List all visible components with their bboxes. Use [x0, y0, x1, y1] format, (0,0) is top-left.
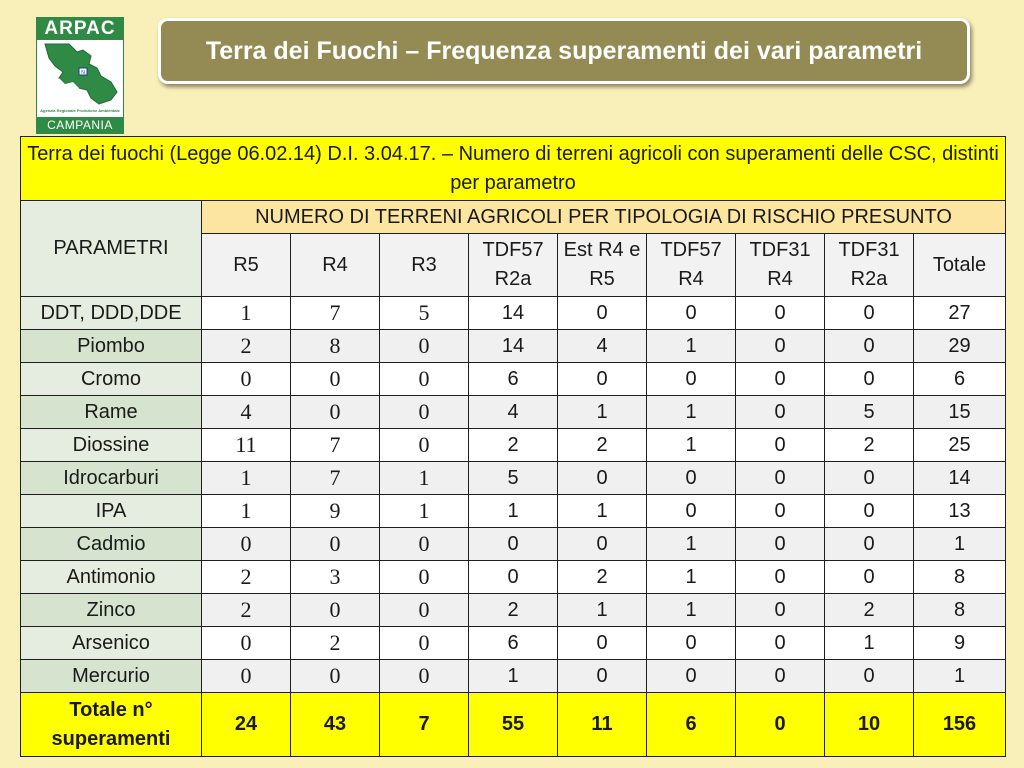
table-cell: 0: [469, 528, 558, 561]
table-cell: 0: [558, 528, 647, 561]
table-cell: 1: [914, 660, 1006, 693]
parameter-name: Diossine: [21, 429, 202, 462]
table-cell: 2: [469, 429, 558, 462]
table-cell: 1: [380, 462, 469, 495]
table-cell: 9: [914, 627, 1006, 660]
table-cell: 0: [736, 594, 825, 627]
table-cell: 1: [202, 297, 291, 330]
table-cell: 2: [825, 594, 914, 627]
campania-map-icon: [39, 42, 123, 108]
table-cell: 27: [914, 297, 1006, 330]
table-cell: 5: [469, 462, 558, 495]
table-cell: 0: [291, 594, 380, 627]
table-cell: 1: [914, 528, 1006, 561]
table-cell: 1: [647, 330, 736, 363]
table-cell: 0: [825, 297, 914, 330]
parameter-name: Idrocarburi: [21, 462, 202, 495]
parameter-name: Arsenico: [21, 627, 202, 660]
parameter-name: DDT, DDD,DDE: [21, 297, 202, 330]
table-cell: 0: [380, 363, 469, 396]
column-header: TDF57 R2a: [469, 234, 558, 297]
table-cell: 1: [202, 495, 291, 528]
table-cell: 0: [469, 561, 558, 594]
table-cell: 0: [380, 627, 469, 660]
column-header: R3: [380, 234, 469, 297]
table-cell: 1: [647, 396, 736, 429]
parameter-name: Piombo: [21, 330, 202, 363]
table-cell: 0: [558, 297, 647, 330]
table-cell: 0: [291, 363, 380, 396]
table-cell: 2: [558, 561, 647, 594]
table-cell: 29: [914, 330, 1006, 363]
table-cell: 0: [825, 330, 914, 363]
table-cell: 0: [380, 429, 469, 462]
table-cell: 0: [380, 561, 469, 594]
table-cell: 0: [558, 660, 647, 693]
table-cell: 0: [736, 528, 825, 561]
table-cell: 0: [736, 330, 825, 363]
total-cell: 6: [647, 693, 736, 757]
table-cell: 0: [380, 396, 469, 429]
table-cell: 0: [202, 528, 291, 561]
table-cell: 6: [469, 363, 558, 396]
table-cell: 7: [291, 462, 380, 495]
table-cell: 1: [647, 594, 736, 627]
table-cell: 0: [736, 495, 825, 528]
total-cell: 11: [558, 693, 647, 757]
table-cell: 15: [914, 396, 1006, 429]
table-cell: 1: [647, 429, 736, 462]
table-cell: 0: [291, 660, 380, 693]
table-row: [21, 561, 1006, 594]
table-cell: 2: [202, 594, 291, 627]
risk-group-header: NUMERO DI TERRENI AGRICOLI PER TIPOLOGIA DI RISCHIO PRESUNTO: [202, 201, 1006, 234]
table-cell: 0: [558, 627, 647, 660]
table-row: [21, 396, 1006, 429]
table-cell: 0: [647, 660, 736, 693]
table-cell: 0: [202, 660, 291, 693]
table-row: [21, 330, 1006, 363]
column-header: Totale: [914, 234, 1006, 297]
table-cell: 0: [291, 528, 380, 561]
column-header: R5: [202, 234, 291, 297]
table-row: [21, 627, 1006, 660]
table-cell: 1: [647, 561, 736, 594]
table-cell: 1: [647, 528, 736, 561]
table-cell: 2: [202, 561, 291, 594]
table-row: [21, 462, 1006, 495]
table-cell: 0: [558, 462, 647, 495]
table-cell: 4: [558, 330, 647, 363]
table-cell: 2: [202, 330, 291, 363]
total-cell: 156: [914, 693, 1006, 757]
table-caption: Terra dei fuochi (Legge 06.02.14) D.I. 3.04.17. – Numero di terreni agricoli con superamenti delle CSC, distinti per parametro: [21, 137, 1006, 201]
total-cell: 55: [469, 693, 558, 757]
total-cell: 7: [380, 693, 469, 757]
table-cell: 1: [469, 495, 558, 528]
table-cell: 0: [825, 363, 914, 396]
table-cell: 14: [914, 462, 1006, 495]
table-cell: 0: [380, 330, 469, 363]
table-cell: 4: [202, 396, 291, 429]
table-cell: 0: [647, 462, 736, 495]
total-cell: 0: [736, 693, 825, 757]
logo-region: CAMPANIA: [37, 117, 123, 133]
table-cell: 8: [914, 561, 1006, 594]
column-header: TDF31 R4: [736, 234, 825, 297]
table-cell: 0: [647, 363, 736, 396]
table-cell: 3: [291, 561, 380, 594]
table-cell: 1: [558, 396, 647, 429]
table-cell: 13: [914, 495, 1006, 528]
parameter-name: Zinco: [21, 594, 202, 627]
table-cell: 1: [825, 627, 914, 660]
table-cell: 0: [825, 462, 914, 495]
table-row: [21, 495, 1006, 528]
table-row: [21, 429, 1006, 462]
table-cell: 25: [914, 429, 1006, 462]
table-cell: 0: [825, 528, 914, 561]
table-cell: 0: [825, 660, 914, 693]
parameter-name: IPA: [21, 495, 202, 528]
table-cell: 5: [380, 297, 469, 330]
table-cell: 0: [647, 297, 736, 330]
table-row: [21, 528, 1006, 561]
table-cell: 0: [736, 561, 825, 594]
table-cell: 2: [825, 429, 914, 462]
data-table: [20, 136, 1006, 757]
table-cell: 0: [736, 429, 825, 462]
column-header: TDF57 R4: [647, 234, 736, 297]
parameter-name: Rame: [21, 396, 202, 429]
table-cell: 0: [558, 363, 647, 396]
table-cell: 0: [202, 627, 291, 660]
table-cell: 1: [469, 660, 558, 693]
parameter-name: Cadmio: [21, 528, 202, 561]
table-cell: 0: [736, 660, 825, 693]
table-cell: 0: [647, 495, 736, 528]
table-cell: 0: [736, 462, 825, 495]
table-cell: 6: [914, 363, 1006, 396]
table-cell: 2: [558, 429, 647, 462]
total-cell: 10: [825, 693, 914, 757]
table-cell: 0: [380, 594, 469, 627]
column-header: TDF31 R2a: [825, 234, 914, 297]
total-cell: 24: [202, 693, 291, 757]
table-cell: 1: [558, 594, 647, 627]
parameters-header: PARAMETRI: [21, 201, 202, 297]
total-row: [21, 693, 1006, 757]
table-cell: 5: [825, 396, 914, 429]
table-row: [21, 594, 1006, 627]
table-cell: 14: [469, 330, 558, 363]
total-label: Totale n° superamenti: [21, 693, 202, 757]
table-cell: 11: [202, 429, 291, 462]
table-cell: 1: [380, 495, 469, 528]
table-row: [21, 660, 1006, 693]
table-cell: 0: [736, 363, 825, 396]
table-cell: 0: [202, 363, 291, 396]
page-title: Terra dei Fuochi – Frequenza superamenti dei vari parametri: [158, 18, 970, 84]
table-cell: 0: [736, 396, 825, 429]
table-cell: 0: [736, 627, 825, 660]
table-cell: 0: [380, 528, 469, 561]
table-cell: 7: [291, 429, 380, 462]
table-cell: 1: [202, 462, 291, 495]
table-cell: 4: [469, 396, 558, 429]
parameter-name: Cromo: [21, 363, 202, 396]
parameter-name: Antimonio: [21, 561, 202, 594]
table-row: [21, 363, 1006, 396]
logo-subtitle: Agenzia Regionale Protezione Ambientale: [40, 108, 120, 113]
column-header: R4: [291, 234, 380, 297]
table-cell: 8: [914, 594, 1006, 627]
table-row: [21, 297, 1006, 330]
parameter-name: Mercurio: [21, 660, 202, 693]
logo-brand: ARPAC: [37, 18, 123, 40]
table-cell: 14: [469, 297, 558, 330]
table-cell: 0: [825, 561, 914, 594]
table-cell: 0: [380, 660, 469, 693]
table-cell: 0: [291, 396, 380, 429]
table-cell: 6: [469, 627, 558, 660]
table-cell: 0: [736, 297, 825, 330]
table-cell: 0: [647, 627, 736, 660]
table-cell: 8: [291, 330, 380, 363]
table-cell: 9: [291, 495, 380, 528]
total-cell: 43: [291, 693, 380, 757]
table-cell: 2: [469, 594, 558, 627]
table-cell: 1: [558, 495, 647, 528]
column-header: Est R4 e R5: [558, 234, 647, 297]
table-cell: 2: [291, 627, 380, 660]
svg-text:N: N: [81, 70, 85, 76]
arpac-logo: [36, 17, 124, 134]
table-cell: 7: [291, 297, 380, 330]
table-cell: 0: [825, 495, 914, 528]
